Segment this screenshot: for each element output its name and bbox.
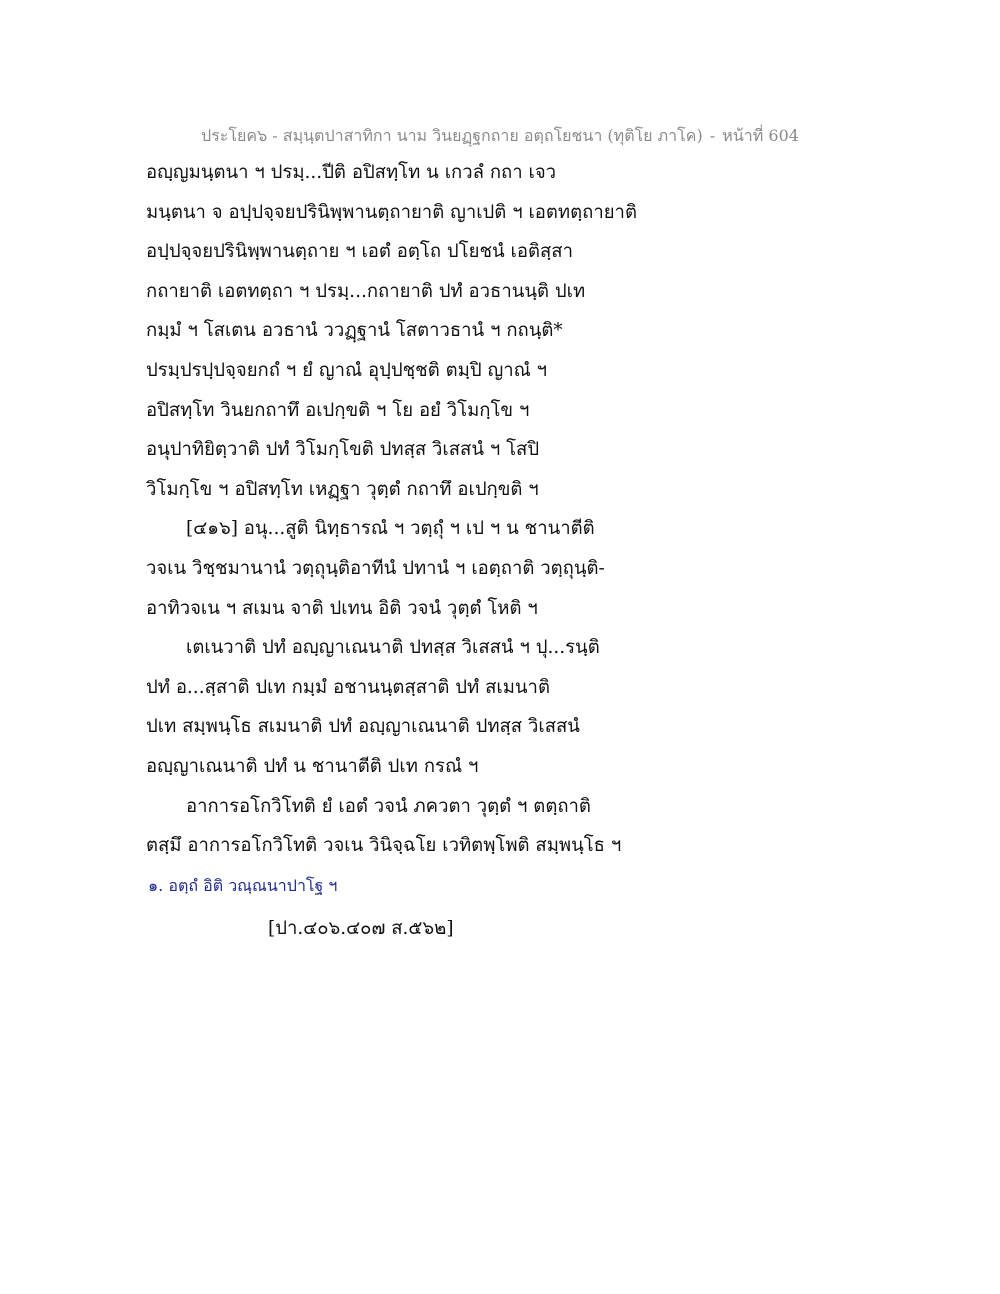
text-line: ปเท สมฺพนฺโธ สเมนาติ ปทํ อญฺญาเณนาติ ปทสฺส วิเสสนํ (146, 716, 580, 738)
header-separator: - (709, 126, 716, 145)
text-line: อญฺญมนฺตนา ฯ ปรมฺ...ปีติ อปิสทฺโท น เกวลํ กถา เจว (146, 162, 557, 183)
header-title: ประโยค๖ - สมฺนฺตปาสาทิกา นาม วินยฏฺฐกถาย อตฺถโยชนา (ทุติโย ภาโค) (201, 126, 703, 145)
text-line: อนุปาทิยิตฺวาติ ปทํ วิโมกฺโขติ ปทสฺส วิเสสนํ ฯ โสปิ (146, 439, 540, 461)
paragraph-start-line: เตเนวาติ ปทํ อญฺญาเณนาติ ปทสฺส วิเสสนํ ฯ ปุ...รนฺติ (186, 637, 600, 659)
text-line: อาทิวจเน ฯ สเมน จาติ ปเทน อิติ วจนํ วุตฺตํ โหติ ฯ (146, 597, 538, 619)
text-line: อญฺญาเณนาติ ปทํ น ชานาตีติ ปเท กรณํ ฯ (146, 755, 479, 777)
paragraph-start-line: อาการอโกวิโทติ ยํ เอตํ วจนํ ภควตา วุตฺตํ ฯ ตตฺถาติ (186, 795, 591, 817)
text-line: ปรมฺปรปฺปจฺจยกถํ ฯ ยํ ญาณํ อุปฺปชฺชติ ตมฺปิ ญาณํ ฯ (146, 359, 548, 381)
text-line: อปิสทฺโท วินยกถาทึ อเปกฺขติ ฯ โย อยํ วิโมกฺโข ฯ (146, 399, 530, 421)
text-line: มนฺตนา จ อปฺปจฺจยปรินิพฺพานตฺถายาติ ญาเปติ ฯ เอตทตฺถายาติ (146, 201, 637, 223)
text-line: ปทํ อ...สฺสาติ ปเท กมฺมํ อชานนฺตสฺสาติ ปทํ สเมนาติ (146, 676, 550, 698)
footnote: ๑. อตฺถํ อิติ วณฺณนาปาโฐ ฯ (148, 876, 338, 895)
text-line: กถายาติ เอตทตฺถา ฯ ปรมฺ...กถายาติ ปทํ อวธานนฺติ ปเท (146, 280, 586, 302)
header-page-label: หน้าที่ 604 (722, 126, 799, 145)
text-line: วิโมกฺโข ฯ อปิสทฺโท เหฏฺฐา วุตฺตํ กถาทึ อเปกฺขติ ฯ (146, 478, 539, 500)
text-line: กมฺมํ ฯ โสเตน อวธานํ ววฏฺฐานํ โสตาวธานํ ฯ กถนฺติ* (146, 320, 563, 342)
text-line: ตสฺมึ อาการอโกวิโทติ วจเน วินิจฺฉโย เวทิตพฺโพติ สมฺพนฺโธ ฯ (146, 835, 622, 857)
text-line: วจเน วิชฺชมานานํ วตฺถุนฺติอาทีนํ ปทานํ ฯ เอตฺถาติ วตฺถุนฺติ- (146, 557, 605, 579)
body-text (146, 158, 866, 871)
page-reference: [ปา.๔๐๖.๔๐๗ ส.๕๖๒] (268, 918, 454, 939)
text-line: อปฺปจฺจยปรินิพฺพานตฺถาย ฯ เอตํ อตฺโถ ปโยชนํ เอติสฺสา (146, 241, 573, 263)
page-header (0, 124, 1000, 149)
paragraph-start-line: [๔๑๖] อนุ...สูติ นิทฺธารณํ ฯ วตฺถุํ ฯ เป ฯ น ชานาตีติ (186, 518, 595, 540)
